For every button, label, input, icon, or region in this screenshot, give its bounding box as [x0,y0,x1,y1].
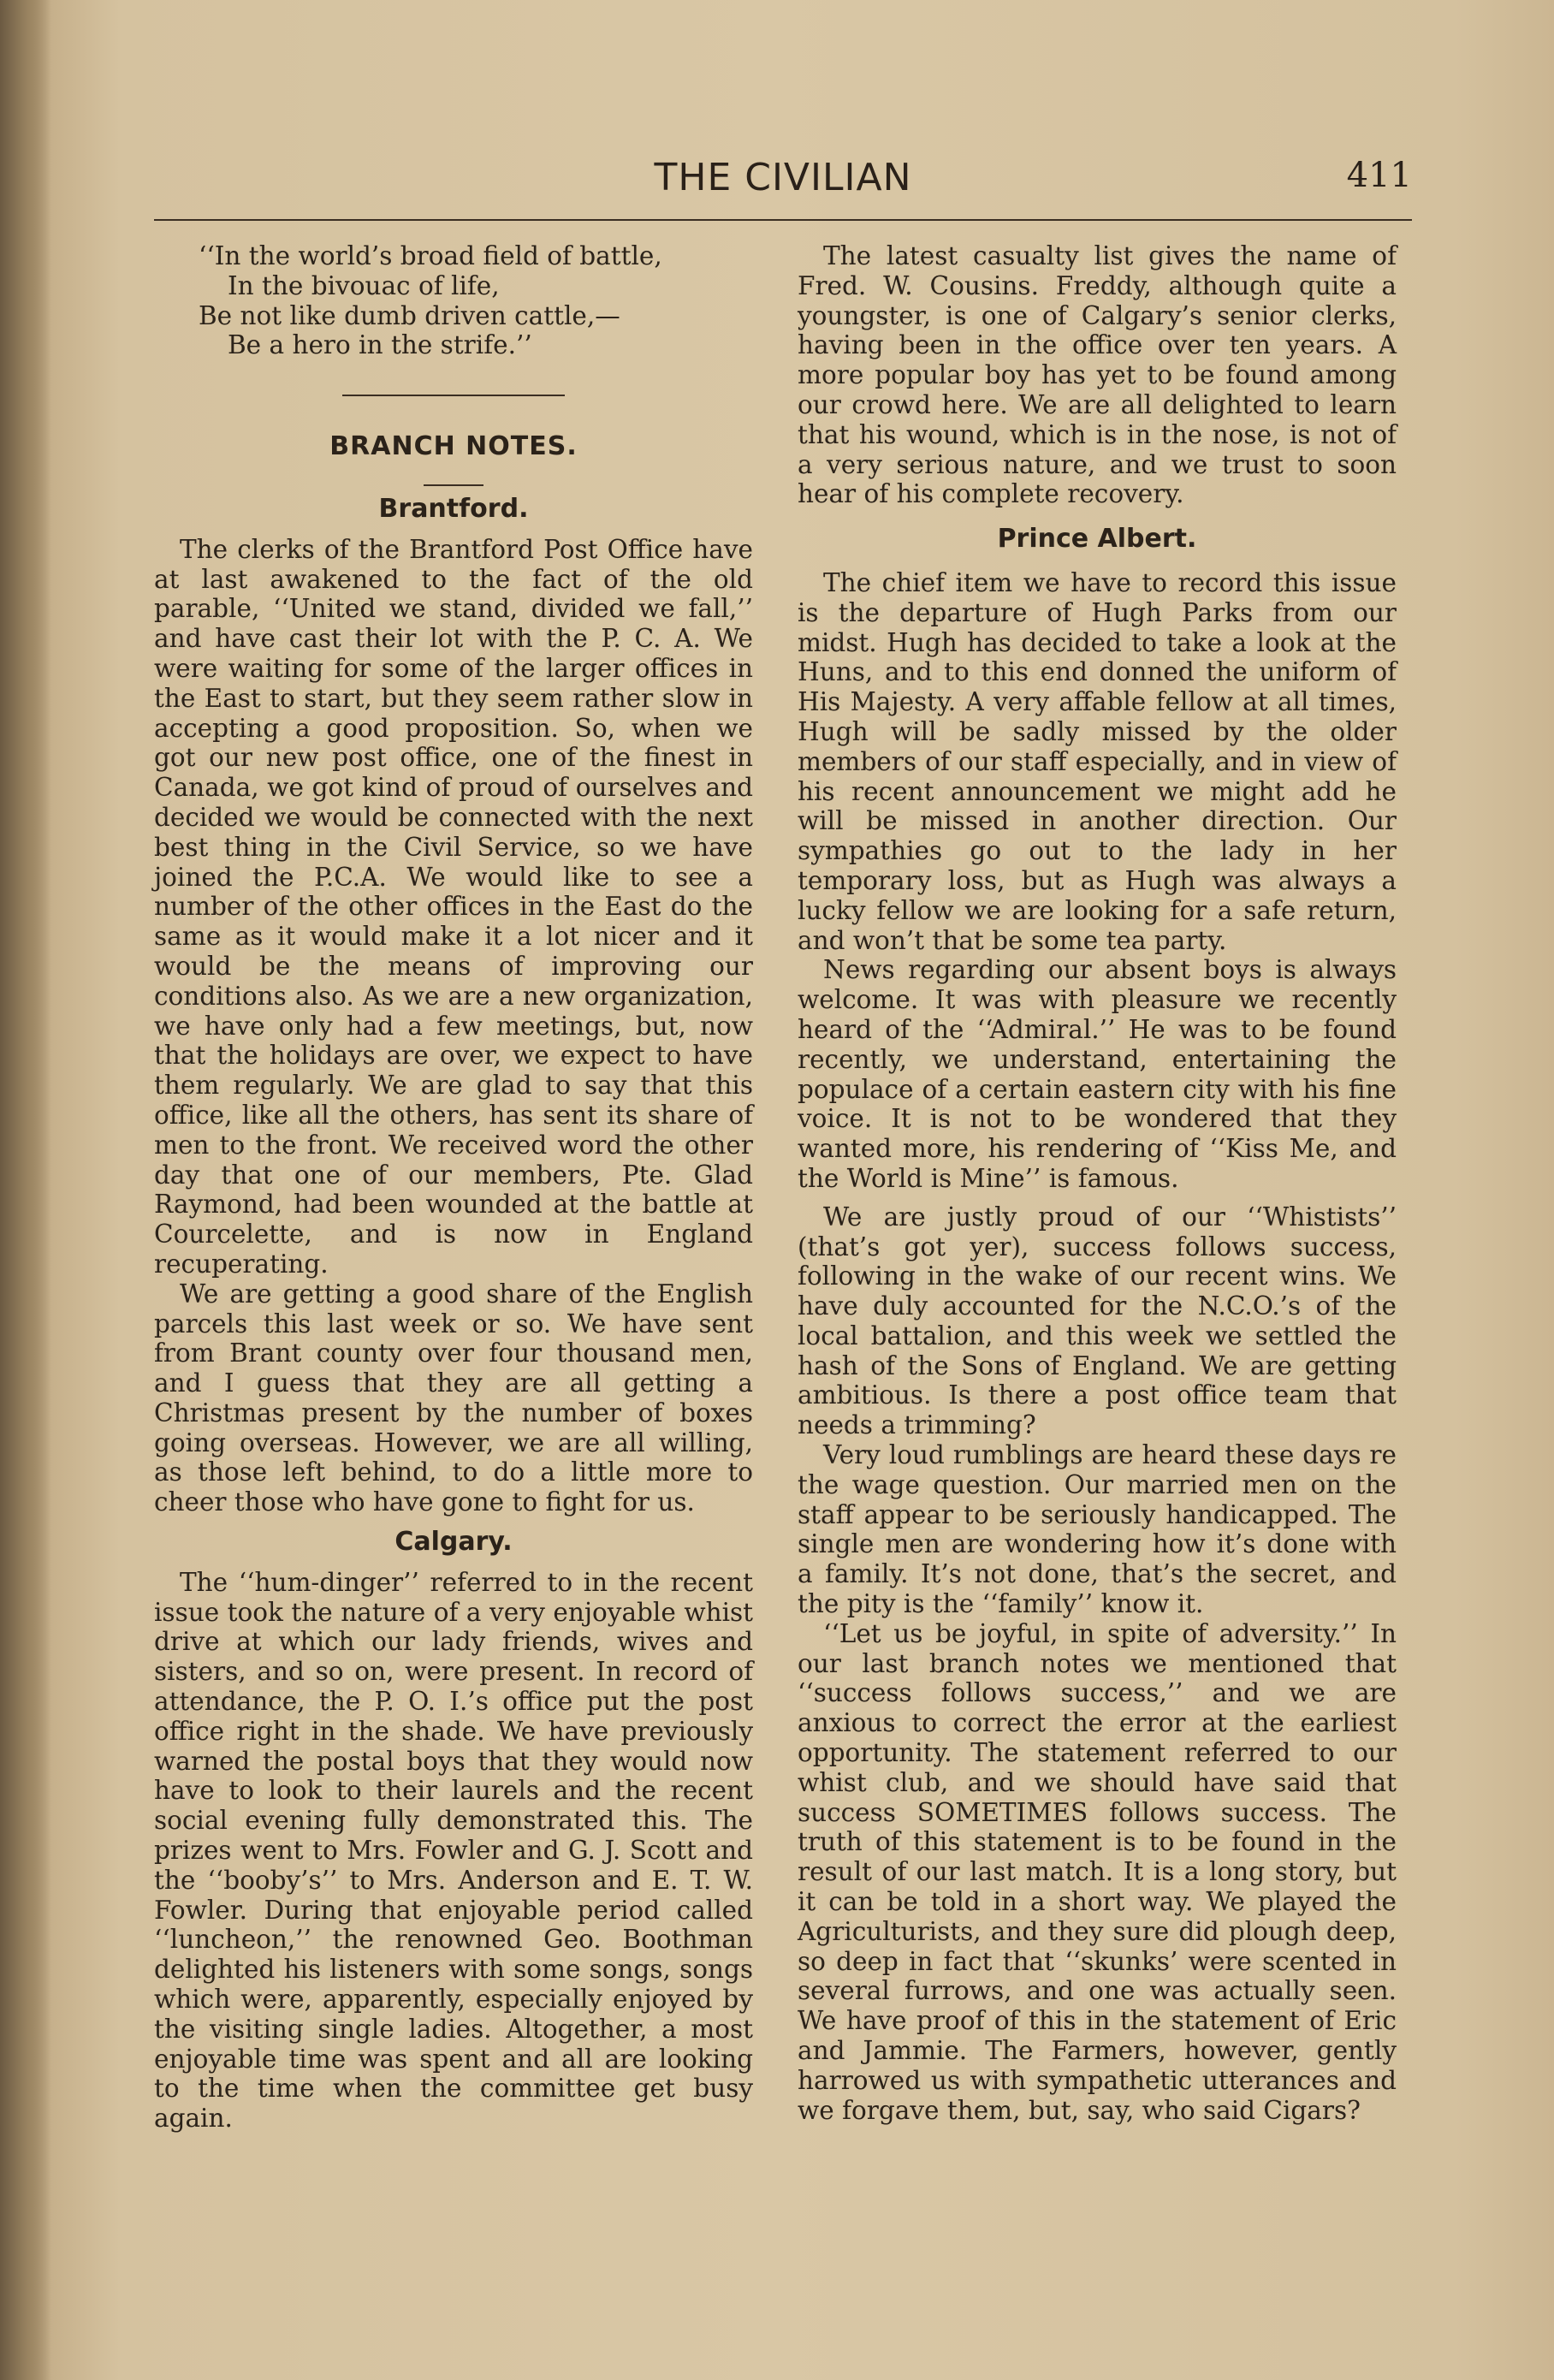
page-number: 411 [1346,156,1412,195]
prince-albert-paragraph: Very loud rumblings are heard these days re the wage question. Our married men on the staff appear to be seriously handicapped. The single men are wondering how it’s done with a family. It’s not done, that’s the secret, and the pity is the ‘‘family’’ know it. [798,1440,1397,1619]
section-divider [342,395,565,396]
calgary-continued-paragraph: The latest casualty list gives the name of Fred. W. Cousins. Freddy, although quite a youngster, is one of Calgary’s senior clerks, having been in the office over ten years. A more popular boy has yet to be found among our crowd here. We are all delighted to learn that his wound, which is in the nose, is not of a very serious nature, and we trust to soon hear of his complete recovery. [798,241,1397,509]
section-title: BRANCH NOTES. [329,431,578,462]
right-column [798,241,1397,2125]
prince-albert-paragraph: ‘‘Let us be joyful, in spite of adversity.’’ In our last branch notes we mentioned that ‘‘success follows success,’’ and we are anxious to correct the error at the earliest opportunity. The statement referred to our whist club, and we should have said that success SOMETIMES follows success. The truth of this statement is to be found in the result of our last match. It is a long story, but it can be told in a short way. We played the Agriculturists, and they sure did plough deep, so deep in fact that ‘‘skunks’ were scented in several furrows, and one was actually seen. We have proof of this in the statement of Eric and Jammie. The Farmers, however, gently harrowed us with sympathetic utterances and we forgave them, but, say, who said Cigars? [798,1618,1397,2125]
short-divider [424,484,483,486]
brantford-paragraph: We are getting a good share of the English parcels this last week or so. We have sent from Brant county over four thousand men, and I guess that they are all getting a Christmas present by the number of boxes going overseas. However, we are all willing, as those left behind, to do a little more to cheer those who have gone to fight for us. [154,1279,753,1517]
book-spine-shadow [0,0,51,2380]
prince-albert-paragraph: We are justly proud of our ‘‘Whistists’’ (that’s got yer), success follows success, following in the wake of our recent wins. We have duly accounted for the N.C.O.’s of the local battalion, and this week we settled the hash of the Sons of England. We are getting ambitious. Is there a post office team that needs a trimming? [798,1202,1397,1440]
calgary-paragraph: The ‘‘hum-dinger’’ referred to in the recent issue took the nature of a very enjoyable whist drive at which our lady friends, wives and sisters, and so on, were present. In record of attendance, the P. O. I.’s office put the post office right in the shade. We have previously warned the postal boys that they would now have to look to their laurels and the recent social evening fully demonstrated this. The prizes went to Mrs. Fowler and G. J. Scott and the ‘‘booby’s’’ to Mrs. Anderson and E. T. W. Fowler. During that enjoyable period called ‘‘luncheon,’’ the renowned Geo. Boothman delighted his listeners with some songs, songs which were, apparently, especially enjoyed by the visiting single ladies. Altogether, a most enjoyable time was spent and all are looking to the time when the committee get busy again. [154,1567,753,2134]
running-title: THE CIVILIAN [654,156,912,199]
prince-albert-paragraph: News regarding our absent boys is always welcome. It was with pleasure we recently heard of the ‘‘Admiral.’’ He was to be found recently, we understand, entertaining the populace of a certain eastern city with his fine voice. It is not to be wondered that they wanted more, his rendering of ‘‘Kiss Me, and the World is Mine’’ is famous. [798,955,1397,1193]
heading-calgary: Calgary. [394,1527,513,1558]
heading-prince-albert: Prince Albert. [997,524,1197,555]
left-column [154,241,753,2134]
brantford-paragraph: The clerks of the Brantford Post Office have at last awakened to the fact of the old parable, ‘‘United we stand, divided we fall,’’ and have cast their lot with the P. C. A. We were waiting for some of the larger offices in the East to start, but they seem rather slow in accepting a good proposition. So, when we got our new post office, one of the finest in Canada, we got kind of proud of ourselves and decided we would be connected with the next best thing in the Civil Service, so we have joined the P.C.A. We would like to see a number of the other offices in the East do the same as it would make it a lot nicer and it would be the means of improving our conditions also. As we are a new organization, we have only had a few meetings, but, now that the holidays are over, we expect to have them regularly. We are glad to say that this office, like all the others, has sent its share of men to the front. We received word the other day that one of our members, Pte. Glad Raymond, had been wounded at the battle at Courcelette, and is now in England recuperating. [154,534,753,1279]
poem-line: ‘‘In the world’s broad field of battle, [199,241,662,270]
poem-line: Be a hero in the strife.’’ [228,330,532,360]
header-rule [154,219,1412,221]
epigraph-poem [199,241,753,360]
poem-line: In the bivouac of life, [228,270,500,300]
page-header [154,156,1412,207]
heading-brantford: Brantford. [378,493,529,524]
poem-line: Be not like dumb driven cattle,— [199,300,620,330]
prince-albert-paragraph: The chief item we have to record this issue is the departure of Hugh Parks from our midst. Hugh has decided to take a look at the Huns, and to this end donned the uniform of His Majesty. A very affable fellow at all times, Hugh will be sadly missed by the older members of our staff especially, and in view of his recent announcement we might add he will be missed in another direction. Our sympathies go out to the lady in her temporary loss, but as Hugh was always a lucky fellow we are looking for a safe return, and won’t that be some tea party. [798,567,1397,955]
